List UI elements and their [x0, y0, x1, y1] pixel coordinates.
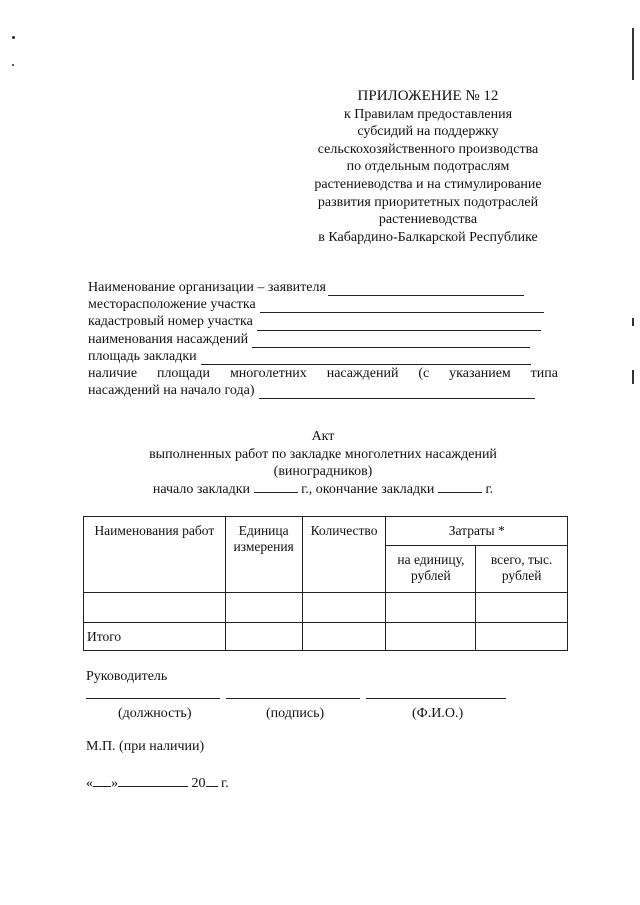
area-label: площадь закладки — [88, 348, 197, 364]
start-label: начало закладки — [152, 481, 251, 497]
cadastral-row — [88, 313, 558, 330]
fio-caption: (Ф.И.О.) — [412, 706, 464, 721]
presence-word: (с — [418, 366, 430, 382]
location-blank[interactable] — [260, 300, 544, 313]
table-total-row — [84, 623, 568, 651]
scan-dot — [12, 64, 14, 66]
act-subtitle: выполненных работ по закладке многолетних насаждений — [149, 446, 497, 462]
presence-word: многолетних — [229, 366, 307, 382]
sign-caption: (подпись) — [266, 706, 325, 721]
date-line — [86, 776, 229, 792]
act-dates — [88, 481, 558, 499]
signature-lines — [86, 698, 506, 700]
table-cell[interactable] — [386, 623, 476, 651]
appendix-line: растениеводства — [378, 212, 478, 228]
start-date-blank[interactable] — [254, 482, 298, 493]
stamp-label: М.П. (при наличии) — [86, 739, 205, 754]
table-cell[interactable] — [225, 593, 302, 623]
position-caption: (должность) — [118, 706, 192, 721]
sign-line[interactable] — [226, 698, 360, 699]
location-label: месторасположение участка — [88, 297, 256, 313]
plantings-name-row — [88, 331, 558, 348]
table-cell[interactable] — [386, 593, 476, 623]
head-label: Руководитель — [86, 669, 168, 684]
position-line[interactable] — [86, 698, 220, 699]
table-row — [84, 593, 568, 623]
scan-edge-mark — [632, 370, 634, 384]
cadastral-label: кадастровый номер участка — [88, 314, 253, 330]
sub-per-unit-header: на единицу, рублей — [386, 546, 476, 593]
col-qty-header: Количество — [302, 517, 386, 593]
appendix-line: по отдельным подотраслям — [346, 159, 510, 175]
day-blank[interactable] — [93, 776, 111, 787]
plantings-name-blank[interactable] — [252, 335, 530, 348]
scan-edge-mark — [632, 28, 634, 80]
presence-word: типа — [530, 366, 558, 382]
presence-word: насаждений — [326, 366, 399, 382]
sub-total-header: всего, тыс. рублей — [476, 546, 568, 593]
appendix-line: к Правилам предоставления — [343, 106, 513, 122]
area-blank[interactable] — [201, 352, 531, 365]
appendix-title: ПРИЛОЖЕНИЕ № 12 — [357, 88, 499, 104]
col-costs-header: Затраты * — [386, 517, 568, 546]
area-row — [88, 348, 558, 365]
total-row-label: Итого — [84, 623, 226, 651]
table-cell[interactable] — [302, 593, 386, 623]
appendix-line: субсидий на поддержку — [357, 124, 499, 140]
works-table — [83, 516, 568, 651]
table-cell[interactable] — [84, 593, 226, 623]
fio-line[interactable] — [366, 698, 506, 699]
col-work-header: Наименования работ — [84, 517, 226, 593]
table-cell[interactable] — [476, 593, 568, 623]
presence-row — [88, 365, 558, 382]
appendix-line: в Кабардино-Балкарской Республике — [318, 229, 538, 245]
appendix-line: сельскохозяйственного производства — [317, 141, 539, 157]
plantings-name-label: наименования насаждений — [88, 331, 249, 347]
end-label: г., окончание закладки — [301, 481, 435, 497]
end-date-blank[interactable] — [438, 482, 482, 493]
location-row — [88, 296, 558, 313]
appendix-line: растениеводства и на стимулирование — [314, 176, 542, 192]
scan-edge-mark — [632, 318, 634, 326]
year-suffix: г. — [221, 776, 229, 791]
cadastral-blank[interactable] — [257, 318, 541, 331]
presence-word: площади — [156, 366, 211, 382]
org-name-label: Наименование организации – заявителя — [88, 280, 326, 295]
col-unit-header: Единица измерения — [225, 517, 302, 593]
presence-word: наличие — [88, 366, 138, 382]
end-year-suffix: г. — [485, 481, 494, 497]
appendix-line: развития приоритетных подотраслей — [317, 194, 539, 210]
table-header-row — [84, 517, 568, 546]
act-subtitle-note: (виноградников) — [273, 464, 373, 479]
act-header — [88, 428, 558, 498]
table-cell[interactable] — [225, 623, 302, 651]
presence-end-row — [88, 382, 558, 399]
month-blank[interactable] — [118, 776, 188, 787]
year-blank[interactable] — [206, 776, 218, 787]
table-cell[interactable] — [476, 623, 568, 651]
date-close-quote: » — [111, 776, 118, 791]
org-name-row — [88, 279, 558, 296]
table-cell[interactable] — [302, 623, 386, 651]
act-title: Акт — [311, 429, 335, 444]
appendix-header — [300, 88, 556, 246]
presence-word: указанием — [449, 366, 511, 382]
presence-end-label: насаждений на начало года) — [88, 383, 255, 399]
org-name-blank[interactable] — [328, 283, 524, 296]
year-prefix: 20 — [191, 776, 206, 791]
presence-blank[interactable] — [259, 386, 535, 399]
scan-dot — [12, 36, 15, 39]
date-open-quote: « — [86, 776, 93, 791]
applicant-fields — [88, 279, 558, 399]
